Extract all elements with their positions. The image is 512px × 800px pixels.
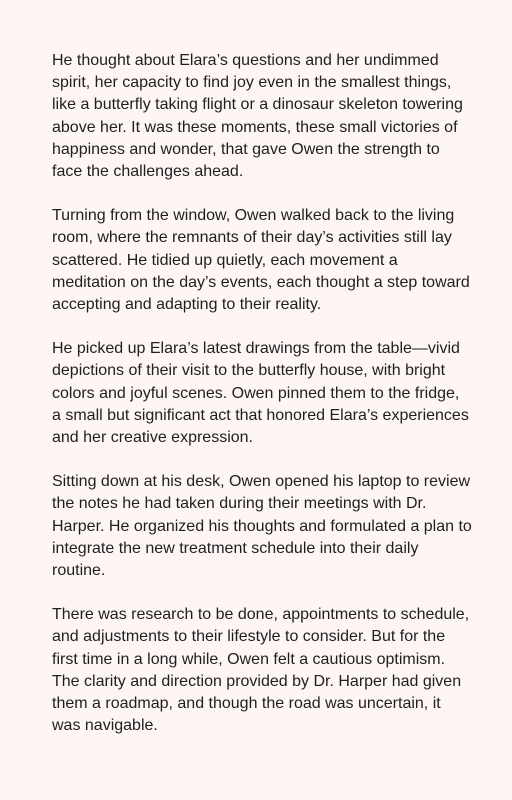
document-body xyxy=(52,50,472,759)
paragraph-1: He thought about Elara’s questions and her undimmed spirit, her capacity to find joy even in the smallest things, like a butterfly taking flight or a dinosaur skeleton towering above her. It was these moments, these small victories of happiness and wonder, that gave Owen the strength to face the challenges ahead. xyxy=(52,52,463,181)
paragraph-2: Turning from the window, Owen walked back to the living room, where the remnants of their day’s activities still lay scattered. He tidied up quietly, each movement a meditation on the day’s events, each thought a step toward accepting and adapting to their reality. xyxy=(52,207,470,314)
paragraph-3: He picked up Elara’s latest drawings from the table—vivid depictions of their visit to the butterfly house, with bright colors and joyful scenes. Owen pinned them to the fridge, a small but significant act that honored Elara’s experiences and her creative expression. xyxy=(52,340,469,447)
paragraph-4: Sitting down at his desk, Owen opened his laptop to review the notes he had taken during their meetings with Dr. Harper. He organized his thoughts and formulated a plan to integrate the new treatment schedule into their daily routine. xyxy=(52,473,472,580)
paragraph-5: There was research to be done, appointments to schedule, and adjustments to their lifestyle to consider. But for the first time in a long while, Owen felt a cautious optimism. The clarity and direction provided by Dr. Harper had given them a roadmap, and though the road was uncertain, it was navigable. xyxy=(52,606,470,735)
